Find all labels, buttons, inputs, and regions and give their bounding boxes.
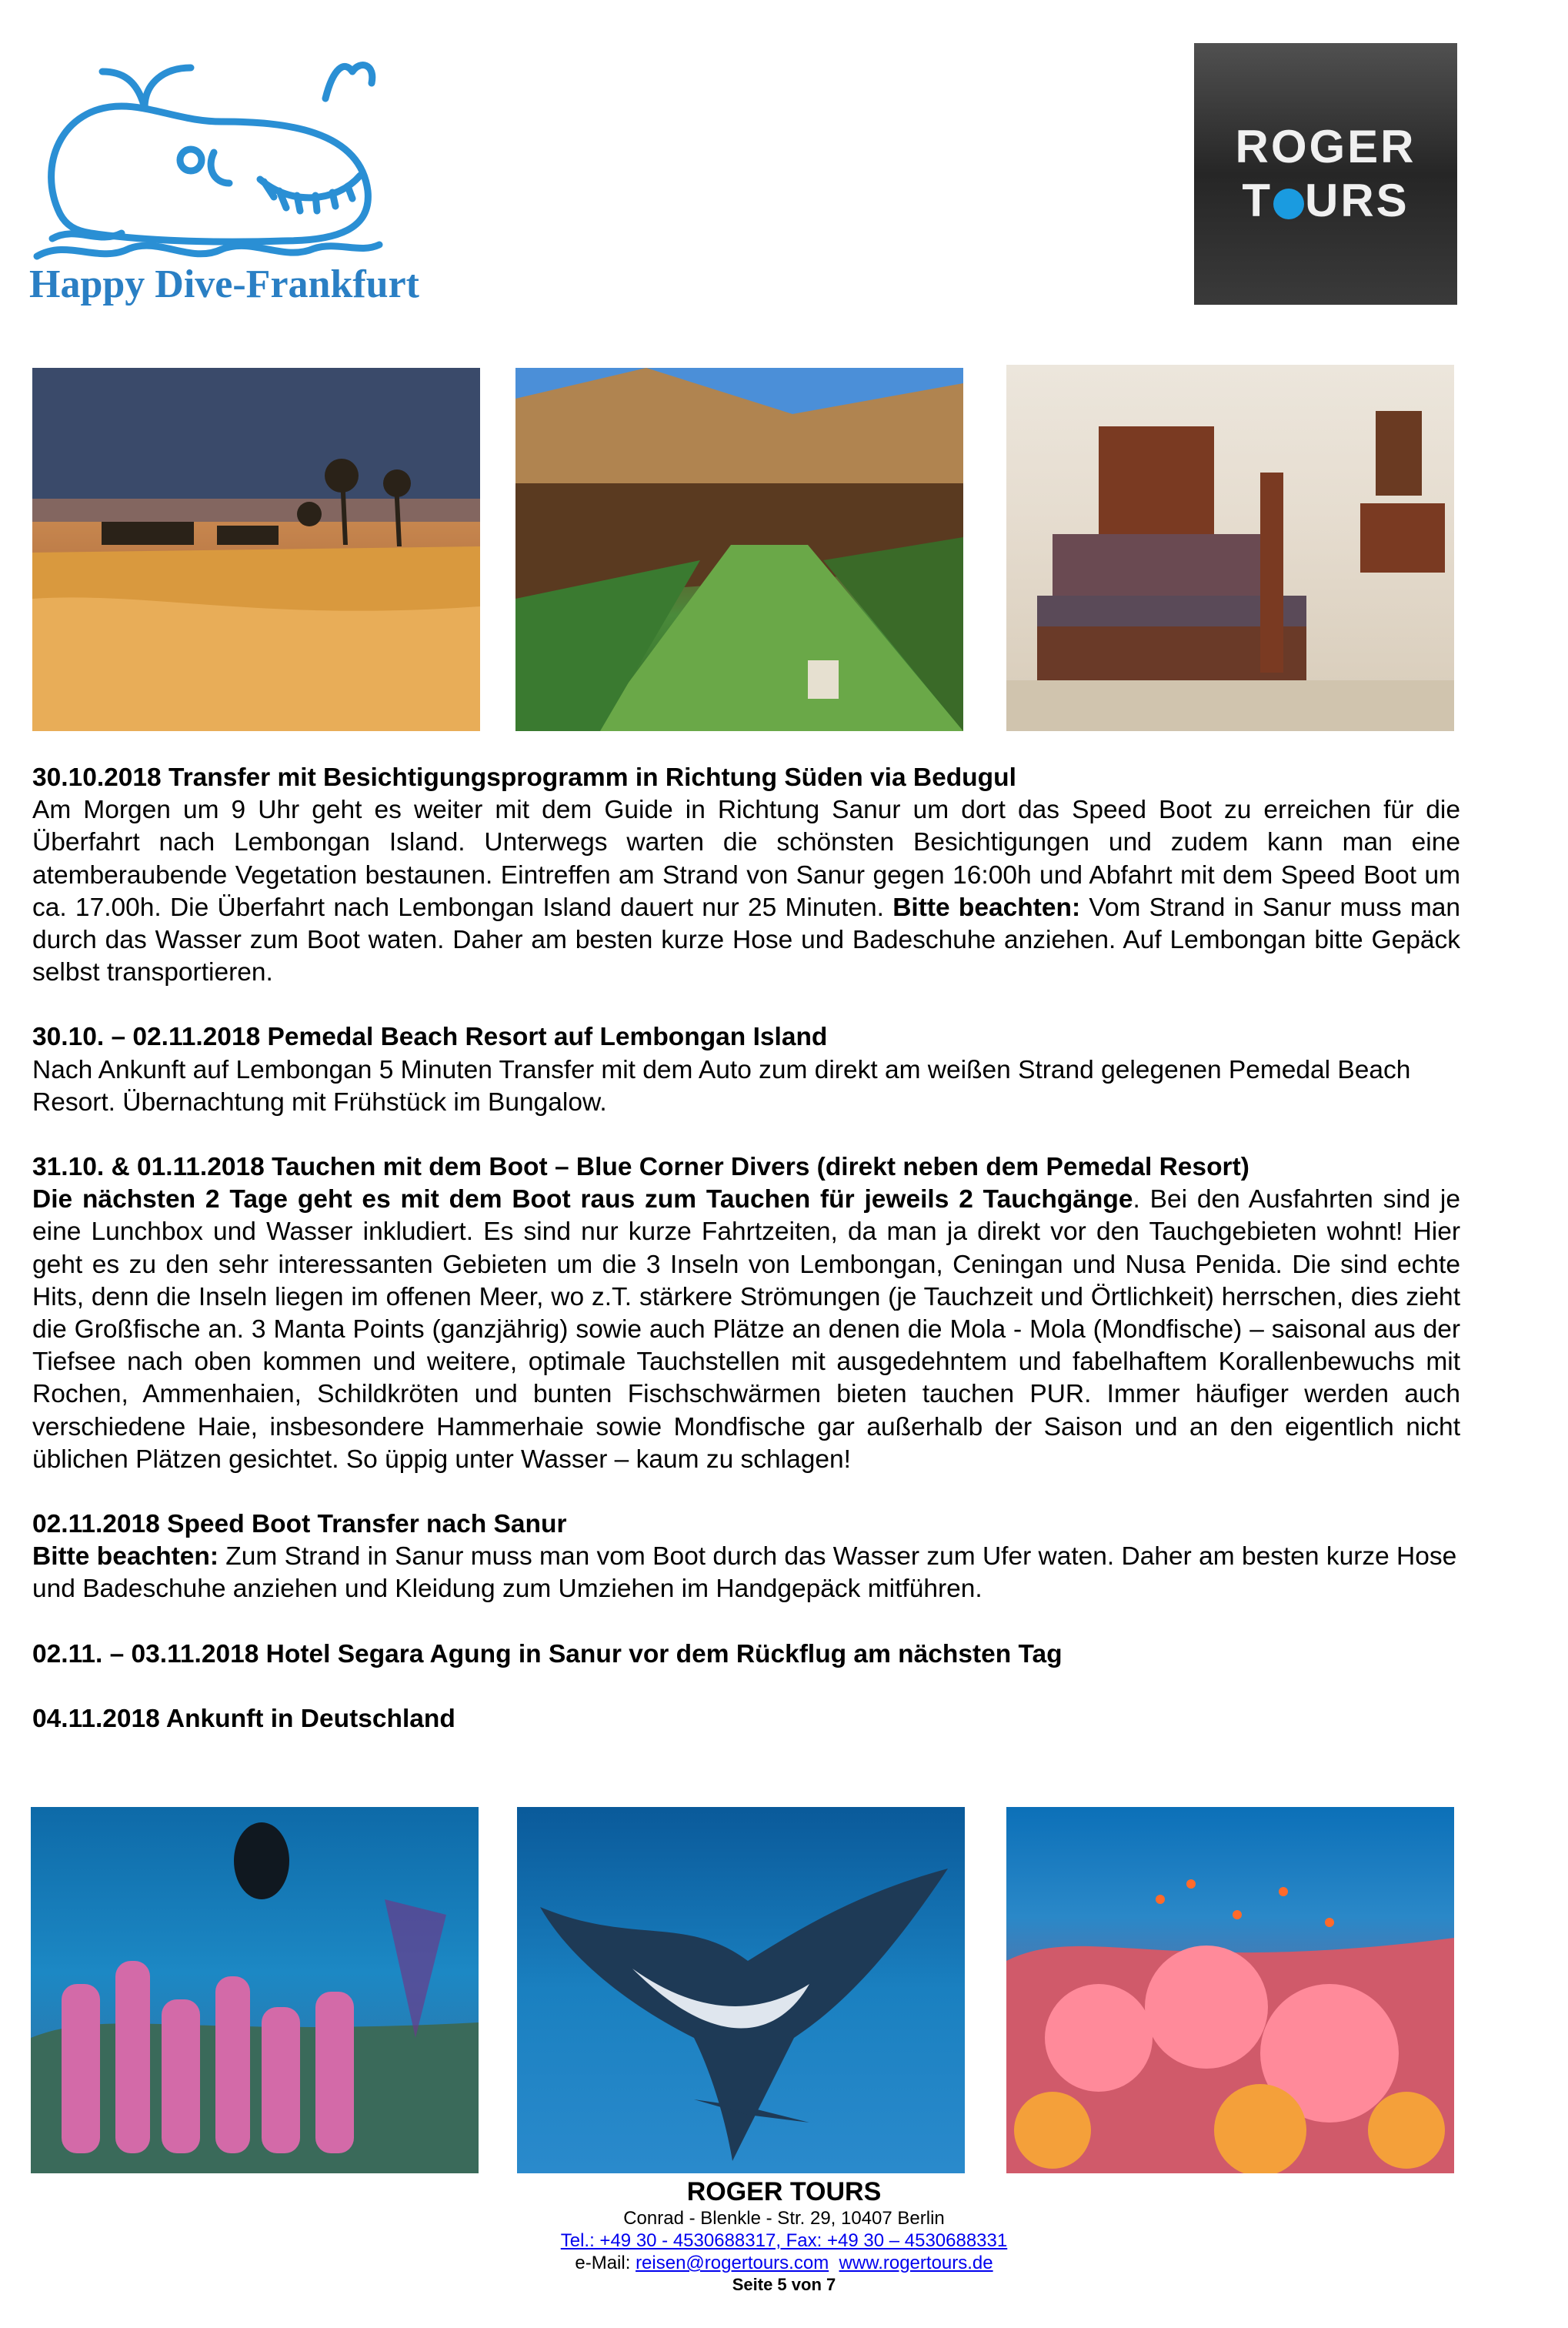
roger-tours-logo — [1194, 43, 1457, 305]
beach-photo — [32, 368, 480, 731]
section-text: Am Morgen um 9 Uhr geht es weiter mit dem Guide in Richtung Sanur um dort das Speed Boot zu erreichen für die Überfahrt nach Lembongan Island. Unterwegs warten die schönsten Besichtigungen und zudem kann man eine atemberaubende Vegetation bestaunen. Eintreffen am Strand von Sanur gegen 16:00h und Abfahrt mit dem Speed Boot um ca. 17.00h. Die Überfahrt nach Lembongan Island dauert nur 25 Minuten. — [32, 796, 1460, 922]
section-pemedal-resort — [32, 1021, 1460, 1119]
footer-email-link[interactable]: reisen@rogertours.com — [636, 2253, 829, 2273]
section-diving — [32, 1151, 1460, 1476]
manta-ray-photo — [517, 1807, 965, 2173]
section-heading: 30.10.2018 Transfer mit Besichtigungsprogramm in Richtung Süden via Bedugul — [32, 763, 1016, 792]
logo-word-tours — [1242, 174, 1409, 228]
footer-contact-line — [0, 2252, 1568, 2274]
footer-email-label: e-Mail: — [575, 2253, 636, 2273]
footer — [0, 2176, 1568, 2295]
section-heading: 02.11.2018 Speed Boot Transfer nach Sanur — [32, 1510, 567, 1539]
note-label: Bitte beachten: — [892, 893, 1081, 922]
happy-dive-logo-text: Happy Dive-Frankfurt — [29, 262, 419, 306]
section-transfer-bedugul — [32, 762, 1460, 989]
footer-address: Conrad - Blenkle - Str. 29, 10407 Berlin — [623, 2208, 945, 2229]
bedroom-photo — [1006, 365, 1454, 731]
section-hotel-segara — [32, 1638, 1460, 1671]
page-number: Seite 5 von 7 — [732, 2275, 836, 2294]
happy-dive-logo — [29, 37, 419, 314]
footer-phone-link[interactable]: Tel.: +49 30 - 4530688317, Fax: +49 30 – 4530688331 — [560, 2230, 1008, 2251]
section-heading: 04.11.2018 Ankunft in Deutschland — [32, 1704, 455, 1733]
section-heading: 02.11. – 03.11.2018 Hotel Segara Agung in Sanur vor dem Rückflug am nächsten Tag — [32, 1639, 1063, 1668]
section-heading: 30.10. – 02.11.2018 Pemedal Beach Resort auf Lembongan Island — [32, 1023, 828, 1052]
section-text: Nach Ankunft auf Lembongan 5 Minuten Transfer mit dem Auto zum direkt am weißen Strand gelegenen Pemedal Beach Resort. Übernachtung mit Frühstück im Bungalow. — [32, 1055, 1411, 1117]
diver-coral-photo — [31, 1807, 479, 2173]
section-heading: 31.10. & 01.11.2018 Tauchen mit dem Boot – Blue Corner Divers (direkt neben dem Pemedal Resort) — [32, 1153, 1249, 1182]
section-text: Zum Strand in Sanur muss man vom Boot durch das Wasser zum Ufer waten. Daher am besten kurze Hose und Badeschuhe anziehen und Kleidung zum Umziehen im Handgepäck mitführen. — [32, 1542, 1457, 1604]
section-text: . Bei den Ausfahrten sind je eine Lunchbox und Wasser inkludiert. Es sind nur kurze Fahrtzeiten, da man ja direkt vor den Tauchgebieten wohnt! Hier geht es zu den sehr interessanten Gebieten um die 3 Inseln von Lembongan, Ceningan und Nusa Penida. Die sind echte Hits, denn die Inseln liegen im offenen Meer, wo z.T. stärkere Strömungen (je Tauchzeit und Örtlichkeit) herrschen, dies zieht die Großfische an. 3 Manta Points (ganzjährig) sowie auch Plätze an denen die Mola - Mola (Mondfische) – saisonal aus der Tiefsee nach oben kommen und weitere, optimale Tauchstellen mit ausgedehntem und fabelhaftem Korallenbewuchs mit Rochen, Ammenhaien, Schildkröten und bunten Fischschwärmen bieten tauchen PUR. Immer häufiger werden auch verschiedene Haie, insbesondere Hammerhaie sowie Mondfische gar außerhalb der Saison und an den eigentlich nicht üblichen Plätzen gesichtet. So üppig unter Wasser – kaum zu schlagen! — [32, 1185, 1460, 1474]
logo-letter-t: T — [1242, 175, 1273, 226]
footer-website-link[interactable]: www.rogertours.de — [839, 2253, 993, 2273]
note-label: Bitte beachten: — [32, 1542, 219, 1571]
section-speedboat-sanur — [32, 1508, 1460, 1606]
logo-letters-urs: URS — [1304, 175, 1410, 226]
footer-company: ROGER TOURS — [686, 2177, 882, 2206]
itinerary-body — [32, 762, 1460, 1768]
bungalows-photo — [515, 368, 963, 731]
blue-dot-icon — [1273, 189, 1304, 219]
section-arrival — [32, 1703, 1460, 1735]
logo-word-roger: ROGER — [1235, 121, 1416, 172]
reef-photo — [1006, 1807, 1454, 2173]
section-text: Vom Strand in Sanur muss man durch das Wasser zum Boot waten. Daher am besten kurze Hose und Badeschuhe anziehen. Auf Lembongan bitte Gepäck selbst transportieren. — [32, 893, 1460, 987]
whale-icon — [29, 37, 385, 268]
section-highlight: Die nächsten 2 Tage geht es mit dem Boot raus zum Tauchen für jeweils 2 Tauchgänge — [32, 1185, 1133, 1214]
